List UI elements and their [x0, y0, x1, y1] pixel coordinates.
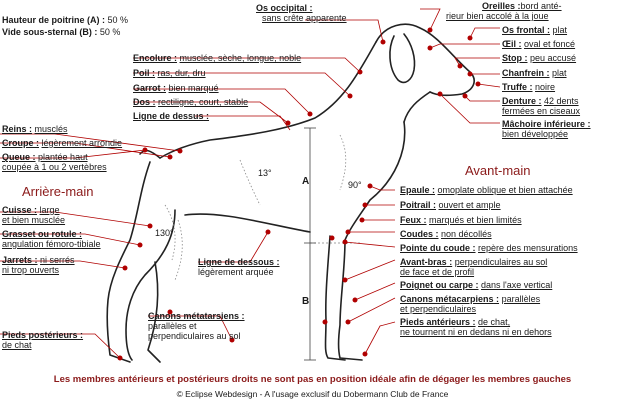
label-pieds-posterieurs: Pieds postérieurs : de chat: [2, 330, 83, 350]
label-croupe: Croupe : légèrement arrondie: [2, 138, 122, 148]
label-oeil: Œil : oval et foncé: [502, 39, 575, 49]
label-canons-metacarpiens: Canons métacarpiens : parallèles et perpendiculaires: [400, 294, 540, 314]
label-feux: Feux : marqués et bien limités: [400, 215, 522, 225]
label-machoire: Mâchoire inférieure : bien développée: [502, 119, 591, 139]
label-queue: Queue : plantée haut coupée à 1 ou 2 vertèbres: [2, 152, 107, 172]
angle-90: 90°: [348, 180, 362, 190]
axis-a: A: [302, 176, 310, 187]
label-denture: Denture : 42 dents fermées en ciseaux: [502, 96, 580, 116]
label-poignet: Poignet ou carpe : dans l'axe vertical: [400, 280, 552, 290]
angle-13: 13°: [258, 168, 272, 178]
label-ligne-de-dessous: Ligne de dessous : légèrement arquée: [198, 257, 280, 277]
ratio-sternal-gap: Vide sous-sternal (B) : 50 %: [2, 27, 120, 37]
label-cuisse: Cuisse : large et bien musclée: [2, 205, 65, 225]
label-jarrets: Jarrets : ni serrés ni trop ouverts: [2, 255, 75, 275]
angle-130: 130°: [155, 228, 174, 238]
label-pointe-du-coude: Pointe du coude : repère des mensurations: [400, 243, 578, 253]
label-dos: Dos : rectiligne, court, stable: [133, 97, 248, 107]
label-oreilles: Oreilles : bord anté- rieur bien accolé à la joue: [482, 1, 585, 21]
label-poitrail: Poitrail : ouvert et ample: [400, 200, 501, 210]
ratio-chest-depth: Hauteur de poitrine (A) : 50 %: [2, 15, 128, 25]
label-canons-metatarsiens: Canons métatarsiens : parallèles et perpendiculaires au sol: [148, 311, 245, 341]
label-poil: Poil : ras, dur, dru: [133, 68, 206, 78]
label-chanfrein: Chanfrein : plat: [502, 68, 567, 78]
label-truffe: Truffe : noire: [502, 82, 555, 92]
footer-copyright: © Eclipse Webdesign - A l'usage exclusif du Dobermann Club de France: [176, 389, 449, 399]
label-pieds-anterieurs: Pieds antérieurs : de chat, ne tournent ni en dedans ni en dehors: [400, 317, 552, 337]
section-arriere-main: Arrière-main: [22, 184, 94, 199]
label-garrot: Garrot : bien marqué: [133, 83, 219, 93]
label-ligne-de-dessus: Ligne de dessus :: [133, 111, 209, 121]
label-stop: Stop : peu accusé: [502, 53, 576, 63]
label-os-occipital: Os occipital : sans crête apparente: [256, 3, 347, 23]
footer-note: Les membres antérieurs et postérieurs droits ne sont pas en position idéale afin de dégager les membres gauches: [53, 374, 572, 385]
label-coudes: Coudes : non décollés: [400, 229, 492, 239]
axis-b: B: [302, 296, 310, 307]
label-os-frontal: Os frontal : plat: [502, 25, 567, 35]
label-epaule: Epaule : omoplate oblique et bien attachée: [400, 185, 573, 195]
label-avant-bras: Avant-bras : perpendiculaires au sol de face et de profil: [400, 257, 547, 277]
label-reins: Reins : musclés: [2, 124, 68, 134]
label-grasset: Grasset ou rotule : angulation fémoro-tibiale: [2, 229, 101, 249]
label-encolure: Encolure : musclée, sèche, longue, noble: [133, 53, 301, 63]
section-avant-main: Avant-main: [465, 163, 531, 178]
